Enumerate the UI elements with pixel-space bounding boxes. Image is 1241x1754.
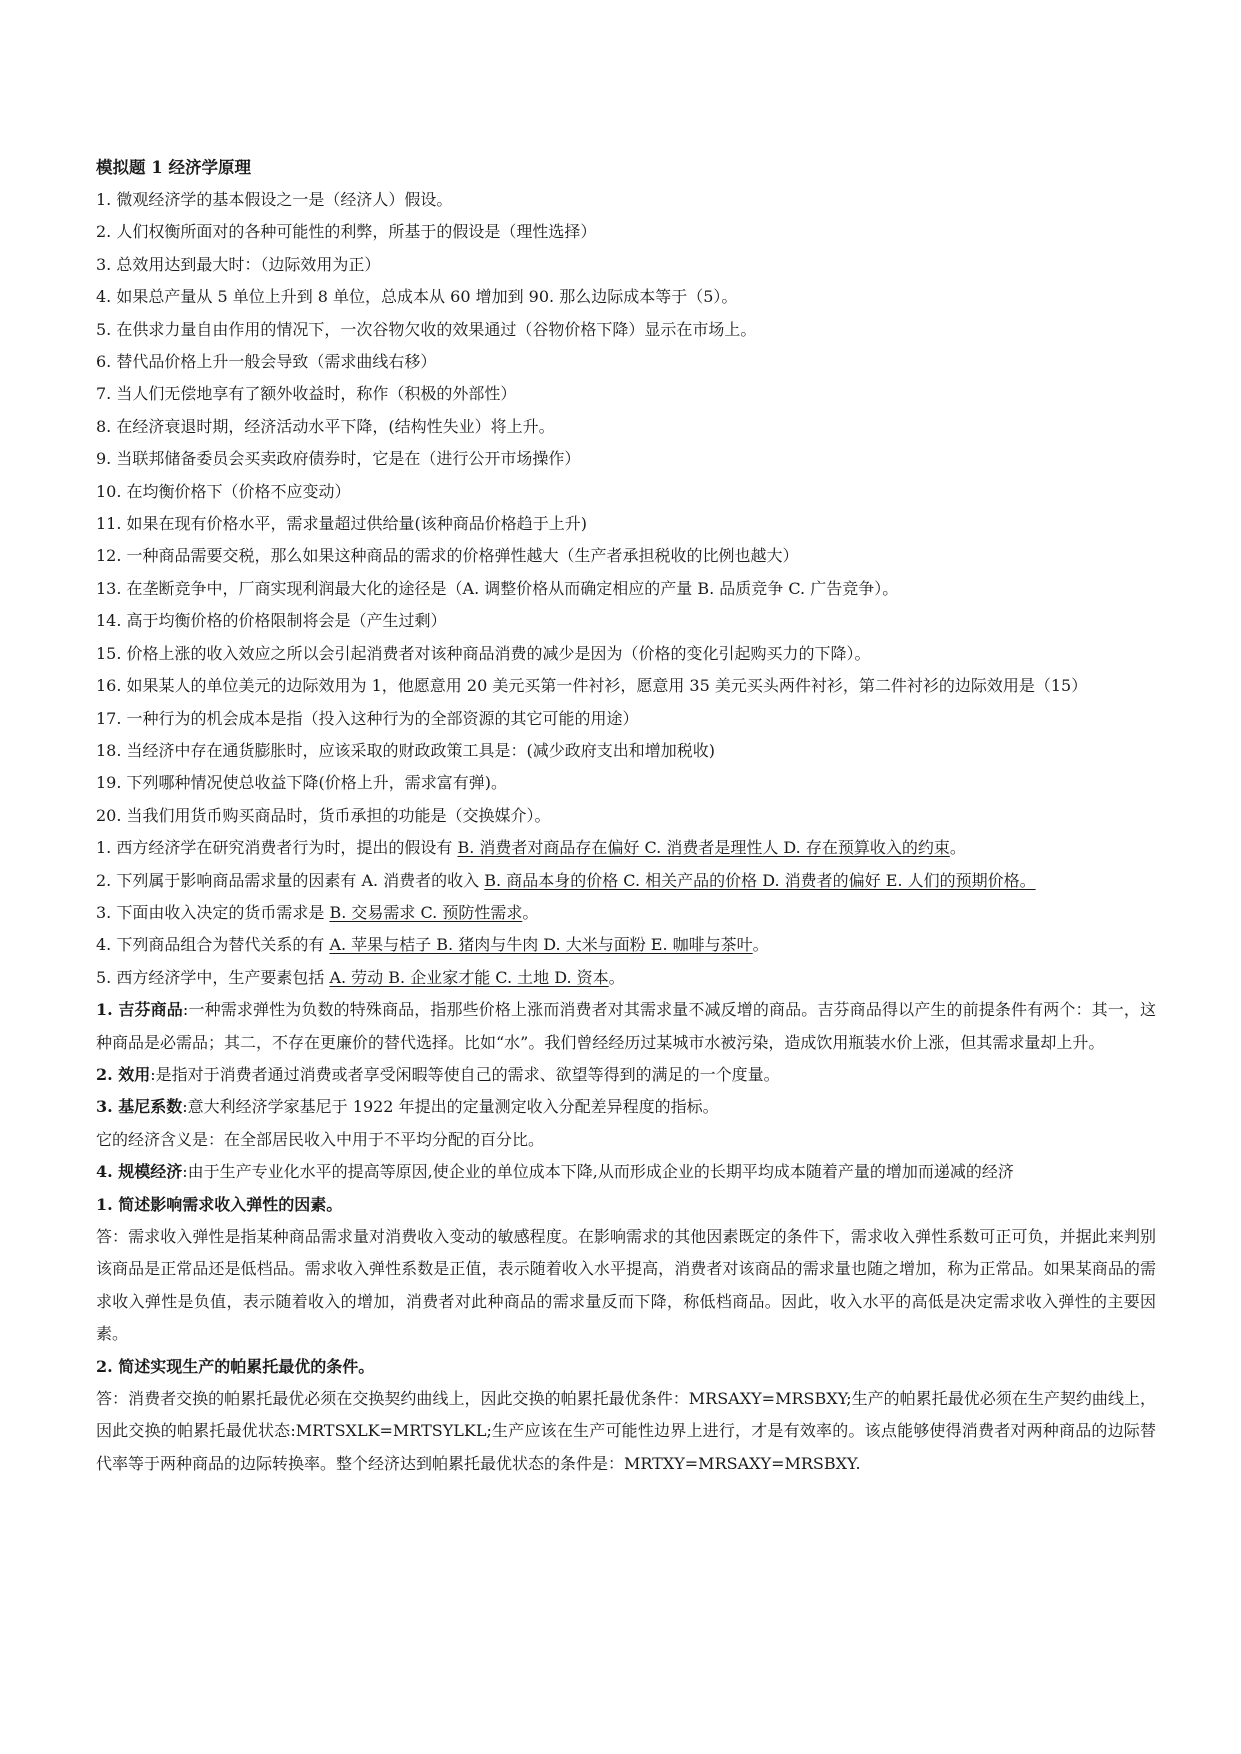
list-item: 2. 人们权衡所面对的各种可能性的利弊，所基于的假设是（理性选择） [96, 222, 597, 242]
list-item [96, 832, 1156, 864]
question-tail: 。 [949, 838, 966, 858]
list-item: 20. 当我们用货币购买商品时，货币承担的功能是（交换媒介）。 [96, 805, 551, 825]
definition-term: 4. 规模经济 [96, 1162, 183, 1182]
list-item: 18. 当经济中存在通货膨胀时，应该采取的财政政策工具是：(减少政府支出和增加税收) [96, 740, 716, 760]
multi-choice-list [96, 832, 1156, 994]
question-text: 3. 下面由收入决定的货币需求是 [96, 902, 330, 922]
definition-text: :一种需求弹性为负数的特殊商品，指那些价格上涨而消费者对其需求量不减反增的商品。吉芬商品得以产生的前提条件有两个：其一，这种商品是必需品；其二，不存在更廉价的替代选择。比如“水”。我们曾经经历过某城市水被污染，造成饮用瓶装水价上涨，但其需求量却上升。 [96, 1000, 1156, 1052]
question-tail: 。 [608, 967, 625, 987]
list-item: 6. 替代品价格上升一般会导致（需求曲线右移） [96, 352, 437, 372]
list-item: 8. 在经济衰退时期，经济活动水平下降，(结构性失业）将上升。 [96, 416, 555, 436]
list-item: 9. 当联邦储备委员会买卖政府债券时，它是在（进行公开市场操作） [96, 449, 581, 469]
list-item: 4. 如果总产量从 5 单位上升到 8 单位，总成本从 60 增加到 90. 那么边际成本等于（5）。 [96, 287, 738, 307]
single-choice-list [96, 184, 1156, 832]
definition-term: 1. 吉芬商品 [96, 1000, 183, 1020]
question-heading: 1. 简述影响需求收入弹性的因素。 [96, 1194, 343, 1214]
definition-term: 2. 效用 [96, 1064, 151, 1084]
page-title: 模拟题 1 经济学原理 [96, 158, 251, 177]
answer-paragraph: 答：需求收入弹性是指某种商品需求量对消费收入变动的敏感程度。在影响需求的其他因素既定的条件下，需求收入弹性系数可正可负，并据此来判别该商品是正常品还是低档品。需求收入弹性系数是正值，表示随着收入水平提高，消费者对该商品的需求量也随之增加，称为正常品。如果某商品的需求收入弹性是负值，表示随着收入的增加，消费者对此种商品的需求量反而下降，称低档商品。因此，收入水平的高低是决定需求收入弹性的主要因素。 [96, 1227, 1156, 1344]
list-item [96, 897, 1156, 929]
short-answer-section [96, 1189, 1156, 1481]
answer-text: B. 交易需求 C. 预防性需求 [329, 902, 523, 922]
list-item [96, 962, 1156, 994]
list-item: 11. 如果在现有价格水平，需求量超过供给量(该种商品价格趋于上升) [96, 514, 588, 534]
list-item [96, 929, 1156, 961]
list-item: 1. 微观经济学的基本假设之一是（经济人）假设。 [96, 190, 453, 209]
question-text: 1. 西方经济学在研究消费者行为时，提出的假设有 [96, 838, 458, 858]
list-item: 17. 一种行为的机会成本是指（投入这种行为的全部资源的其它可能的用途） [96, 708, 639, 728]
answer-text: B. 商品本身的价格 C. 相关产品的价格 D. 消费者的偏好 E. 人们的预期价格。 [484, 870, 1036, 890]
definition-item [96, 1091, 1156, 1123]
answer-text: B. 消费者对商品存在偏好 C. 消费者是理性人 D. 存在预算收入的约束 [457, 838, 950, 858]
definition-text: :是指对于消费者通过消费或者享受闲暇等使自己的需求、欲望等得到的满足的一个度量。 [150, 1064, 780, 1084]
list-item: 12. 一种商品需要交税，那么如果这种商品的需求的价格弹性越大（生产者承担税收的比例也越大） [96, 546, 799, 566]
definition-text: :由于生产专业化水平的提高等原因,使企业的单位成本下降,从而形成企业的长期平均成本随着产量的增加而递减的经济 [182, 1162, 1014, 1182]
list-item [96, 865, 1156, 897]
question-tail: 。 [752, 935, 769, 955]
answer-paragraph: 答：消费者交换的帕累托最优必须在交换契约曲线上，因此交换的帕累托最优条件：MRSAXY=MRSBXY;生产的帕累托最优必须在生产契约曲线上，因此交换的帕累托最优状态:MRTSXLK=MRTSYLKL;生产应该在生产可能性边界上进行，才是有效率的。该点能够使得消费者对两种商品的边际替代率等于两种商品的边际转换率。整个经济达到帕累托最优状态的条件是：MRTXY=MRSAXY=MRSBXY. [96, 1389, 1156, 1473]
definition-item [96, 1059, 1156, 1091]
definition-item [96, 1124, 1156, 1156]
answer-text: A. 劳动 B. 企业家才能 C. 土地 D. 资本 [329, 967, 609, 987]
list-item: 7. 当人们无偿地享有了额外收益时，称作（积极的外部性） [96, 384, 517, 404]
list-item: 10. 在均衡价格下（价格不应变动） [96, 481, 351, 501]
list-item: 13. 在垄断竞争中，厂商实现利润最大化的途径是（A. 调整价格从而确定相应的产量 B. 品质竞争 C. 广告竞争）。 [96, 578, 899, 598]
definition-term: 3. 基尼系数 [96, 1097, 183, 1117]
answer-text: A. 苹果与桔子 B. 猪肉与牛肉 D. 大米与面粉 E. 咖啡与茶叶 [329, 935, 753, 955]
question-text: 2. 下列属于影响商品需求量的因素有 A. 消费者的收入 [96, 870, 485, 890]
definition-item [96, 994, 1156, 1059]
list-item: 14. 高于均衡价格的价格限制将会是（产生过剩） [96, 611, 447, 631]
question-tail: 。 [522, 902, 539, 922]
list-item: 15. 价格上涨的收入效应之所以会引起消费者对该种商品消费的减少是因为（价格的变化引起购买力的下降）。 [96, 643, 871, 663]
document-content [96, 152, 1156, 1480]
definition-item [96, 1156, 1156, 1188]
list-item: 3. 总效用达到最大时：（边际效用为正） [96, 254, 381, 274]
definition-text: :意大利经济学家基尼于 1922 年提出的定量测定收入分配差异程度的指标。 [182, 1097, 719, 1117]
list-item: 5. 在供求力量自由作用的情况下，一次谷物欠收的效果通过（谷物价格下降）显示在市场上。 [96, 319, 757, 339]
question-text: 5. 西方经济学中，生产要素包括 [96, 967, 330, 987]
definition-text: 它的经济含义是：在全部居民收入中用于不平均分配的百分比。 [96, 1129, 545, 1149]
question-heading: 2. 简述实现生产的帕累托最优的条件。 [96, 1356, 375, 1376]
list-item: 19. 下列哪种情况使总收益下降(价格上升，需求富有弹)。 [96, 773, 508, 793]
definitions-section [96, 994, 1156, 1188]
question-text: 4. 下列商品组合为替代关系的有 [96, 935, 330, 955]
list-item: 16. 如果某人的单位美元的边际效用为 1，他愿意用 20 美元买第一件衬衫，愿意用 35 美元买头两件衬衫，第二件衬衫的边际效用是（15） [96, 676, 1088, 696]
